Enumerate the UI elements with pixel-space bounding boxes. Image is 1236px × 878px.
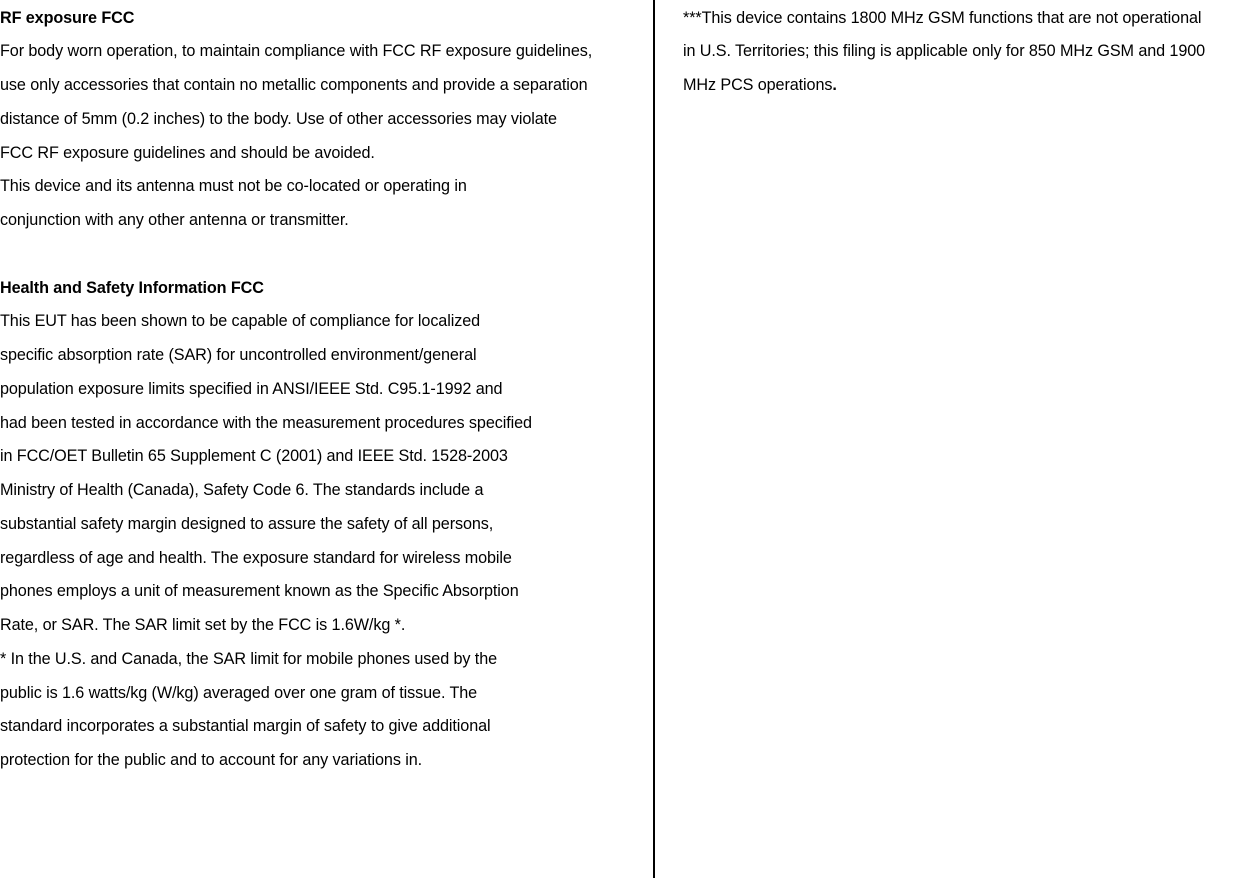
health-paragraph-line: protection for the public and to account for any variations in. xyxy=(0,751,423,769)
health-paragraph-line: population exposure limits specified in ANSI/IEEE Std. C95.1-1992 and xyxy=(0,380,503,398)
health-paragraph-line: standard incorporates a substantial margin of safety to give additional xyxy=(0,717,491,735)
health-paragraph-line: had been tested in accordance with the measurement procedures specified xyxy=(0,414,532,432)
rf-exposure-heading: RF exposure FCC xyxy=(0,9,135,27)
health-paragraph-line: phones employs a unit of measurement known as the Specific Absorption xyxy=(0,582,519,600)
rf-paragraph-line: FCC RF exposure guidelines and should be avoided. xyxy=(0,144,375,162)
health-paragraph-line: in FCC/OET Bulletin 65 Supplement C (2001) and IEEE Std. 1528-2003 xyxy=(0,447,508,465)
health-safety-heading: Health and Safety Information FCC xyxy=(0,279,264,297)
rf-paragraph-line: For body worn operation, to maintain compliance with FCC RF exposure guidelines, xyxy=(0,42,593,60)
health-paragraph-line: This EUT has been shown to be capable of compliance for localized xyxy=(0,312,481,330)
gsm-note-text: MHz PCS operations xyxy=(683,76,833,94)
gsm-note-line: in U.S. Territories; this filing is applicable only for 850 MHz GSM and 1900 xyxy=(683,42,1206,60)
health-paragraph-line: specific absorption rate (SAR) for uncontrolled environment/general xyxy=(0,346,477,364)
health-paragraph-line: * In the U.S. and Canada, the SAR limit for mobile phones used by the xyxy=(0,650,497,668)
rf-paragraph-line: This device and its antenna must not be co-located or operating in xyxy=(0,177,467,195)
rf-paragraph-line: use only accessories that contain no metallic components and provide a separation xyxy=(0,76,588,94)
gsm-note-line: ***This device contains 1800 MHz GSM functions that are not operational xyxy=(683,9,1202,27)
health-paragraph-line: Ministry of Health (Canada), Safety Code 6. The standards include a xyxy=(0,481,484,499)
gsm-note-period: . xyxy=(832,76,837,94)
gsm-note-line xyxy=(683,75,837,95)
column-divider xyxy=(653,0,655,878)
health-paragraph-line: public is 1.6 watts/kg (W/kg) averaged over one gram of tissue. The xyxy=(0,684,478,702)
rf-paragraph-line: conjunction with any other antenna or transmitter. xyxy=(0,211,349,229)
health-paragraph-line: Rate, or SAR. The SAR limit set by the FCC is 1.6W/kg *. xyxy=(0,616,406,634)
health-paragraph-line: regardless of age and health. The exposure standard for wireless mobile xyxy=(0,549,512,567)
health-paragraph-line: substantial safety margin designed to assure the safety of all persons, xyxy=(0,515,494,533)
rf-paragraph-line: distance of 5mm (0.2 inches) to the body. Use of other accessories may violate xyxy=(0,110,557,128)
